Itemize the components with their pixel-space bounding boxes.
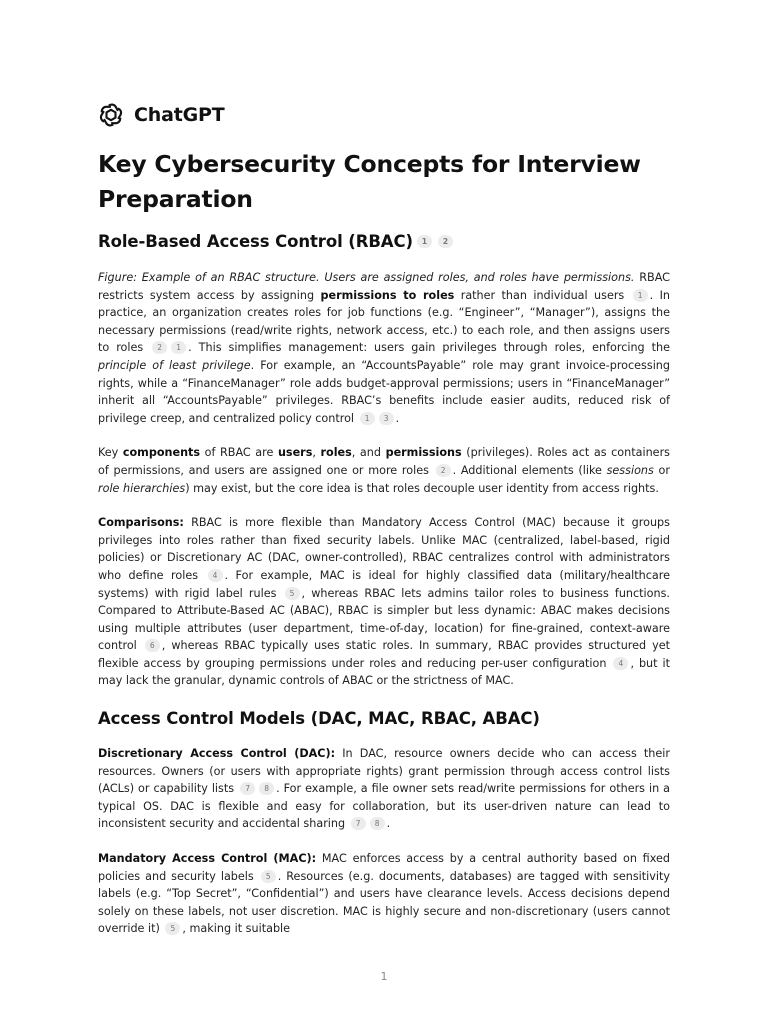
citation-badge[interactable]: 2	[436, 464, 451, 477]
paragraph-text: RBAC is more flexible than Mandatory Access Control (MAC) because it groups privileges into roles rather than fixed security labels. Unlike MAC (centralized, label-based, rigid policies) or Discretionary AC (DAC, owner-controlled), RBAC centralizes control with administrators who define roles	[98, 516, 670, 582]
paragraph-text: . Additional elements (like	[452, 463, 607, 477]
paragraph-text: ,	[312, 446, 321, 460]
emphasis-text: permissions	[385, 446, 462, 460]
paragraph-text: , whereas RBAC typically uses static roles. In summary, RBAC provides structured yet flexible access by grouping permissions under roles and reducing per-user configuration	[98, 639, 671, 670]
citation-badge[interactable]: 1	[417, 235, 432, 248]
citation-badge[interactable]: 1	[171, 341, 186, 354]
paragraph-text: , whereas RBAC lets admins tailor roles to business functions. Compared to Attribute-Based AC (ABAC), RBAC is simpler but less dynamic: ABAC makes decisions using multiple attributes (user department, time-of-day, location) for fine-grained, context-aware control	[98, 586, 670, 653]
citation-badge[interactable]: 2	[152, 341, 167, 354]
section-heading-access-control-models: Access Control Models (DAC, MAC, RBAC, ABAC)	[98, 709, 540, 729]
paragraph-text: .	[386, 817, 391, 831]
citation-badge[interactable]: 5	[285, 587, 300, 600]
emphasis-text: Comparisons:	[98, 516, 184, 530]
emphasis-text: Mandatory Access Control (MAC):	[98, 852, 317, 866]
citation-badge[interactable]: 3	[379, 412, 394, 425]
document-page	[98, 100, 670, 938]
paragraph-text: or	[653, 463, 670, 477]
emphasis-text: Discretionary Access Control (DAC):	[98, 747, 336, 761]
italic-text: principle of least privilege	[98, 358, 251, 372]
paragraph-text: RBAC restricts system access by assigning	[98, 271, 670, 302]
citation-badge[interactable]: 8	[370, 817, 385, 830]
paragraph-text: MAC enforces access by a central authority based on fixed policies and security labels	[98, 852, 670, 883]
page-number: 1	[380, 970, 388, 983]
rbac-overview-paragraph	[98, 269, 670, 427]
emphasis-text: components	[122, 446, 201, 460]
paragraph-text: . For example, an “AccountsPayable” role may grant invoice-processing rights, while a “FinanceManager” role adds budget-approval permissions; users in “FinanceManager” inherit all “AccountsPayable” privileges. RBAC’s benefits include easier audits, reduced risk of privilege creep, and centralized policy control	[98, 358, 671, 425]
citation-badge[interactable]: 5	[261, 870, 276, 883]
paragraph-text: Key	[98, 446, 123, 460]
paragraph-text: ) may exist, but the core idea is that roles decouple user identity from access rights.	[185, 481, 659, 495]
citation-badge[interactable]: 7	[240, 782, 255, 795]
section-heading-text: Role-Based Access Control (RBAC)	[98, 232, 413, 251]
emphasis-text: users	[277, 446, 313, 460]
paragraph-text: , and	[351, 446, 386, 460]
dac-paragraph	[98, 745, 670, 833]
citation-badge[interactable]: 6	[145, 639, 160, 652]
rbac-comparisons-paragraph	[98, 514, 670, 690]
paragraph-text: In DAC, resource owners decide who can access their resources. Owners (or users with appropriate rights) grant permission through access control lists (ACLs) or capability lists	[98, 747, 670, 796]
paragraph-text: .	[395, 411, 400, 425]
openai-logo-icon	[98, 102, 124, 128]
citation-badge[interactable]: 2	[438, 235, 453, 248]
figure-caption: Figure: Example of an RBAC structure. Users are assigned roles, and roles have permissions.	[98, 271, 635, 284]
paragraph-text: . For example, MAC is ideal for highly classified data (military/healthcare systems) with rigid label rules	[98, 568, 671, 600]
document-title: Key Cybersecurity Concepts for Interview Preparation	[98, 150, 641, 213]
italic-text: role hierarchies	[98, 481, 186, 495]
paragraph-text: of RBAC are	[200, 446, 278, 460]
citation-badge[interactable]: 1	[633, 289, 648, 302]
citation-badge[interactable]: 4	[613, 657, 628, 670]
emphasis-text: permissions to roles	[320, 288, 455, 302]
italic-text: sessions	[606, 463, 654, 477]
paragraph-text: , making it suitable	[182, 922, 291, 936]
paragraph-text: . In practice, an organization creates roles for job functions (e.g. “Engineer”, “Manager”), assigns the necessary permissions (read/write rights, network access, etc.) to each role, and then assigns users to roles	[98, 288, 670, 355]
citation-badge[interactable]: 1	[360, 412, 375, 425]
mac-paragraph	[98, 850, 670, 938]
paragraph-text: (privileges). Roles act as containers of permissions, and users are assigned one or more roles	[98, 446, 670, 477]
citation-badge[interactable]: 5	[165, 922, 180, 935]
emphasis-text: roles	[320, 446, 352, 460]
brand-header	[98, 100, 670, 130]
rbac-components-paragraph	[98, 444, 670, 497]
citation-badge[interactable]: 7	[351, 817, 366, 830]
paragraph-text: . For example, a file owner sets read/write permissions for others in a typical OS. DAC is flexible and easy for collaboration, but its user-driven nature can lead to inconsistent security and accidental sharing	[98, 782, 671, 831]
paragraph-text: . This simplifies management: users gain privileges through roles, enforcing the	[188, 341, 670, 355]
paragraph-text: rather than individual users	[454, 288, 631, 302]
paragraph-text: , but it may lack the granular, dynamic controls of ABAC or the strictness of MAC.	[98, 656, 670, 688]
brand-name: ChatGPT	[134, 104, 225, 126]
section-heading-rbac	[98, 231, 670, 253]
citation-badge[interactable]: 8	[259, 782, 274, 795]
citation-badge[interactable]: 4	[208, 569, 223, 582]
paragraph-text: . Resources (e.g. documents, databases) are tagged with sensitivity labels (e.g. “Top Secret”, “Confidential”) and users have clearance levels. Access decisions depend solely on these labels, not user discretion. MAC is highly secure and non-discretionary (users cannot override it)	[98, 869, 670, 936]
